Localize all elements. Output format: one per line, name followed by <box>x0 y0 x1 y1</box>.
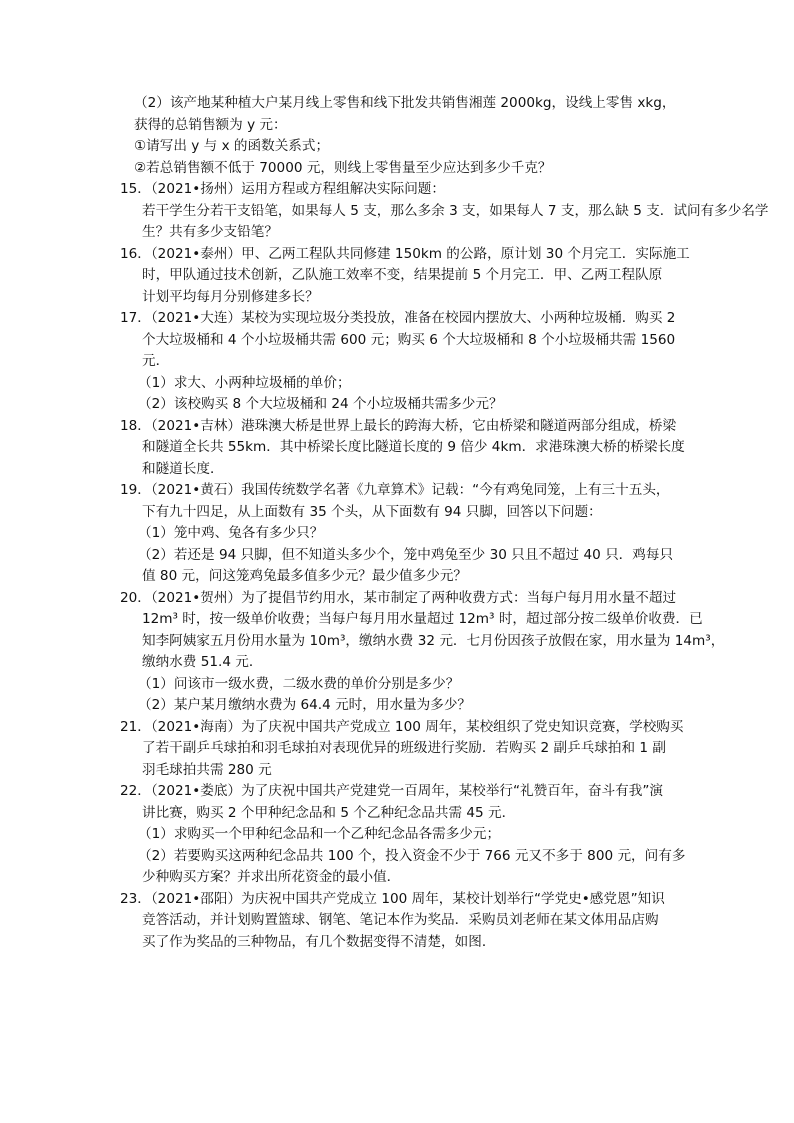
text-line: 和隧道长度． <box>142 460 224 477</box>
text-line: （1）笼中鸡、兔各有多少只？ <box>138 525 324 541</box>
text-line: 了若干副乒乓球拍和羽毛球拍对表现优异的班级进行奖励．若购买 2 副乒乓球拍和 1 副 <box>142 740 666 756</box>
text-line: ①请写出 y 与 x 的函数关系式； <box>134 138 330 154</box>
text-line: 时，甲队通过技术创新，乙队施工效率不变，结果提前 5 个月完工．甲、乙两工程队原 <box>142 267 663 283</box>
text-line: 15．（2021•扬州）运用方程或方程组解决实际问题： <box>120 181 445 197</box>
text-line: 21．（2021•海南）为了庆祝中国共产党成立 100 周年，某校组织了党史知识竞赛，学校购买 <box>120 718 684 735</box>
text-line: 获得的总销售额为 y 元： <box>134 116 287 133</box>
text-line: （2）该产地某种植大户某月线上零售和线下批发共销售湘莲 2000kg，设线上零售 xkg， <box>134 95 676 111</box>
text-line: 计划平均每月分别修建多长？ <box>142 288 319 305</box>
text-line: 竞答活动，并计划购置篮球、钢笔、笔记本作为奖品．采购员刘老师在某文体用品店购 <box>142 912 659 928</box>
text-line: 16．（2021•泰州）甲、乙两工程队共同修建 150km 的公路，原计划 30 个月完工．实际施工 <box>120 245 690 262</box>
problem-text-block <box>120 93 769 953</box>
text-line: 讲比赛，购买 2 个甲种纪念品和 5 个乙种纪念品共需 45 元． <box>142 804 516 821</box>
text-line: （2）若还是 94 只脚，但不知道头多少个，笼中鸡兔至少 30 只且不超过 40 只．鸡每只 <box>138 546 674 563</box>
text-line: 和隧道全长共 55km．其中桥梁长度比隧道长度的 9 倍少 4km．求港珠澳大桥的桥梁长度 <box>142 439 685 455</box>
text-line: （2）该校购买 8 个大垃圾桶和 24 个小垃圾桶共需多少元？ <box>138 396 503 412</box>
text-line: （2）某户某月缴纳水费为 64.4 元时，用水量为多少？ <box>138 697 472 713</box>
text-line: 19．（2021•黄石）我国传统数学名著《九章算术》记载：“今有鸡兔同笼，上有三十五头， <box>120 482 670 498</box>
text-line: 若干学生分若干支铅笔，如果每人 5 支，那么多余 3 支，如果每人 7 支，那么缺 5 支．试问有多少名学 <box>142 202 769 219</box>
text-line: ②若总销售额不低于 70000 元，则线上零售量至少应达到多少千克？ <box>134 159 552 176</box>
text-line: 17．（2021•大连）某校为实现垃圾分类投放，准备在校园内摆放大、小两种垃圾桶．购买 2 <box>120 310 676 326</box>
text-line: 羽毛球拍共需 280 元 <box>142 761 272 778</box>
text-line: 缴纳水费 51.4 元． <box>142 654 263 670</box>
text-line: 22．（2021•娄底）为了庆祝中国共产党建党一百周年，某校举行“礼赞百年，奋斗有我”演 <box>120 783 663 799</box>
text-line: 18．（2021•吉林）港珠澳大桥是世界上最长的跨海大桥，它由桥梁和隧道两部分组成，桥梁 <box>120 417 677 434</box>
text-line: 值 80 元，问这笼鸡兔最多值多少元？最少值多少元？ <box>142 568 468 584</box>
text-line: 下有九十四足，从上面数有 35 个头，从下面数有 94 只脚，回答以下问题： <box>142 503 602 520</box>
text-line: 知李阿姨家五月份用水量为 10m³，缴纳水费 32 元．七月份因孩子放假在家，用水量为 14m³， <box>142 632 725 649</box>
text-line: 买了作为奖品的三种物品，有几个数据变得不清楚，如图． <box>142 933 496 950</box>
text-line: 个大垃圾桶和 4 个小垃圾桶共需 600 元；购买 6 个大垃圾桶和 8 个小垃圾桶共需 1560 <box>142 331 676 348</box>
text-line: 23．（2021•邵阳）为庆祝中国共产党成立 100 周年，某校计划举行“学党史•感党恩”知识 <box>120 890 665 907</box>
text-line: 12m³ 时，按一级单价收费；当每户每月用水量超过 12m³ 时，超过部分按二级单价收费．已 <box>142 611 703 627</box>
text-line: （1）求大、小两种垃圾桶的单价； <box>138 374 351 391</box>
text-line: （1）求购买一个甲种纪念品和一个乙种纪念品各需多少元； <box>138 826 501 842</box>
text-line: 20．（2021•贺州）为了提倡节约用水，某市制定了两种收费方式：当每户每月用水量不超过 <box>120 589 677 606</box>
text-line: 少种购买方案？并求出所花资金的最小值． <box>142 869 401 885</box>
text-line: 元． <box>142 353 170 369</box>
text-line: （2）若要购买这两种纪念品共 100 个，投入资金不少于 766 元又不多于 800 元，问有多 <box>138 847 686 864</box>
text-line: （1）问该市一级水费，二级水费的单价分别是多少？ <box>138 675 460 692</box>
text-line: 生？共有多少支铅笔？ <box>142 224 278 240</box>
